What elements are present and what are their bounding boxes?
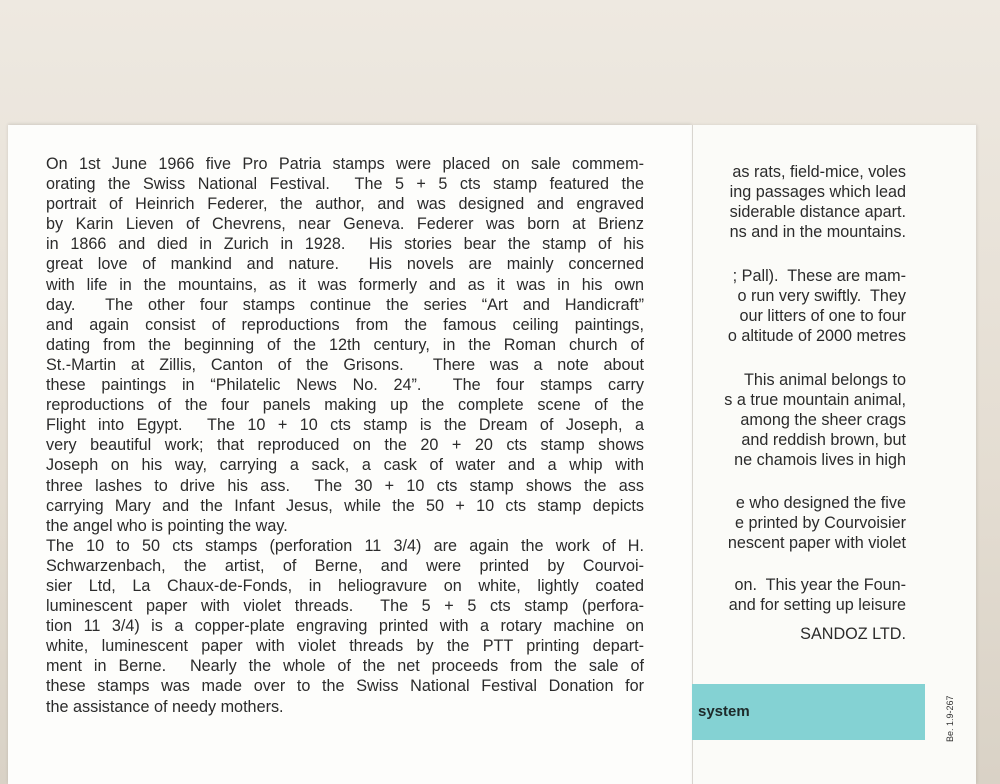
text-line: ne chamois lives in high (734, 451, 906, 470)
text-line: luminescent paper with violet threads. The 5 + 5 cts stamp (perfora- (46, 597, 644, 616)
text-line: on. This year the Foun- (734, 576, 906, 594)
text-line: and for setting up leisure (728, 596, 906, 615)
text-line: o altitude of 2000 metres (727, 327, 906, 346)
text-line: portrait of Heinrich Federer, the author, and was designed and engraved (46, 195, 644, 214)
text-line: ns and in the mountains. (729, 223, 906, 242)
text-line: three lashes to drive his ass. The 30 + 10 cts stamp shows the ass (46, 476, 644, 495)
text-line: and again consist of reproductions from the famous ceiling paintings, (46, 315, 644, 334)
reference-code (945, 722, 955, 742)
text-line: the assistance of needy mothers. (46, 697, 284, 716)
text-line: dating from the beginning of the 12th century, in the Roman church of (46, 335, 644, 354)
text-line: ing passages which lead (729, 183, 906, 202)
text-line: very beautiful work; that reproduced on the 20 + 20 cts stamp shows (46, 436, 644, 455)
main-paragraph (46, 154, 644, 717)
text-line: great love of mankind and nature. His novels are mainly concerned (46, 255, 644, 274)
text-line: This animal belongs to (744, 371, 906, 389)
text-line: our litters of one to four (739, 307, 906, 326)
text-line: nescent paper with violet (727, 534, 906, 553)
text-line: s a true mountain animal, (724, 391, 906, 410)
signature-block (696, 624, 906, 644)
text-line: ; Pall). These are mam- (732, 267, 906, 285)
signature: SANDOZ LTD. (800, 625, 906, 643)
text-line: siderable distance apart. (729, 203, 906, 222)
text-line: among the sheer crags (740, 411, 906, 430)
text-line: On 1st June 1966 five Pro Patria stamps were placed on sale commem- (46, 155, 644, 173)
text-line: these stamps was made over to the Swiss National Festival Donation for (46, 677, 644, 696)
text-line: orating the Swiss National Festival. The 5 + 5 cts stamp featured the (46, 175, 644, 194)
right-column-block-4 (696, 493, 906, 553)
text-line: St.-Martin at Zillis, Canton of the Grisons. There was a note about (46, 355, 644, 374)
text-line: carrying Mary and the Infant Jesus, while the 50 + 10 cts stamp depicts (46, 496, 644, 515)
text-line: these paintings in “Philatelic News No. 24”. The four stamps carry (46, 376, 644, 395)
text-line: in 1866 and died in Zurich in 1928. His stories bear the stamp of his (46, 235, 644, 254)
right-column-block-5 (696, 575, 906, 615)
text-line: sier Ltd, La Chaux-de-Fonds, in heliogravure on white, lightly coated (46, 576, 644, 595)
text-line: the angel who is pointing the way. (46, 516, 288, 535)
text-line: o run very swiftly. They (737, 287, 906, 306)
text-line: and reddish brown, but (741, 431, 906, 450)
text-line: Flight into Egypt. The 10 + 10 cts stamp is the Dream of Joseph, a (46, 416, 644, 435)
teal-band (692, 684, 925, 740)
text-line: tion 11 3/4) is a copper-plate engraving printed with a rotary machine on (46, 617, 644, 636)
text-line: ment in Berne. Nearly the whole of the net proceeds from the sale of (46, 657, 644, 676)
band-label: system (698, 703, 750, 720)
right-column-block-2 (696, 266, 906, 346)
text-line: reproductions of the four panels making up the complete scene of the (46, 396, 644, 415)
text-line: The 10 to 50 cts stamps (perforation 11 3/4) are again the work of H. (46, 536, 644, 555)
right-column-block-3 (696, 370, 906, 470)
text-line: white, luminescent paper with violet threads by the PTT printing depart- (46, 637, 644, 656)
text-line: Schwarzenbach, the artist, of Berne, and were printed by Courvoi- (46, 556, 644, 575)
text-line: e printed by Courvoisier (735, 514, 906, 533)
text-line: Joseph on his way, carrying a sack, a cask of water and a whip with (46, 456, 644, 475)
text-line: e who designed the five (735, 494, 906, 512)
right-column-block-1 (696, 162, 906, 242)
text-line: as rats, field-mice, voles (732, 163, 906, 181)
text-line: by Karin Lieven of Chevrens, near Geneva. Federer was born at Brienz (46, 215, 644, 234)
text-line: day. The other four stamps continue the series “Art and Handicraft” (46, 295, 644, 314)
text-line: with life in the mountains, as it was formerly and as it was in his own (46, 275, 644, 294)
